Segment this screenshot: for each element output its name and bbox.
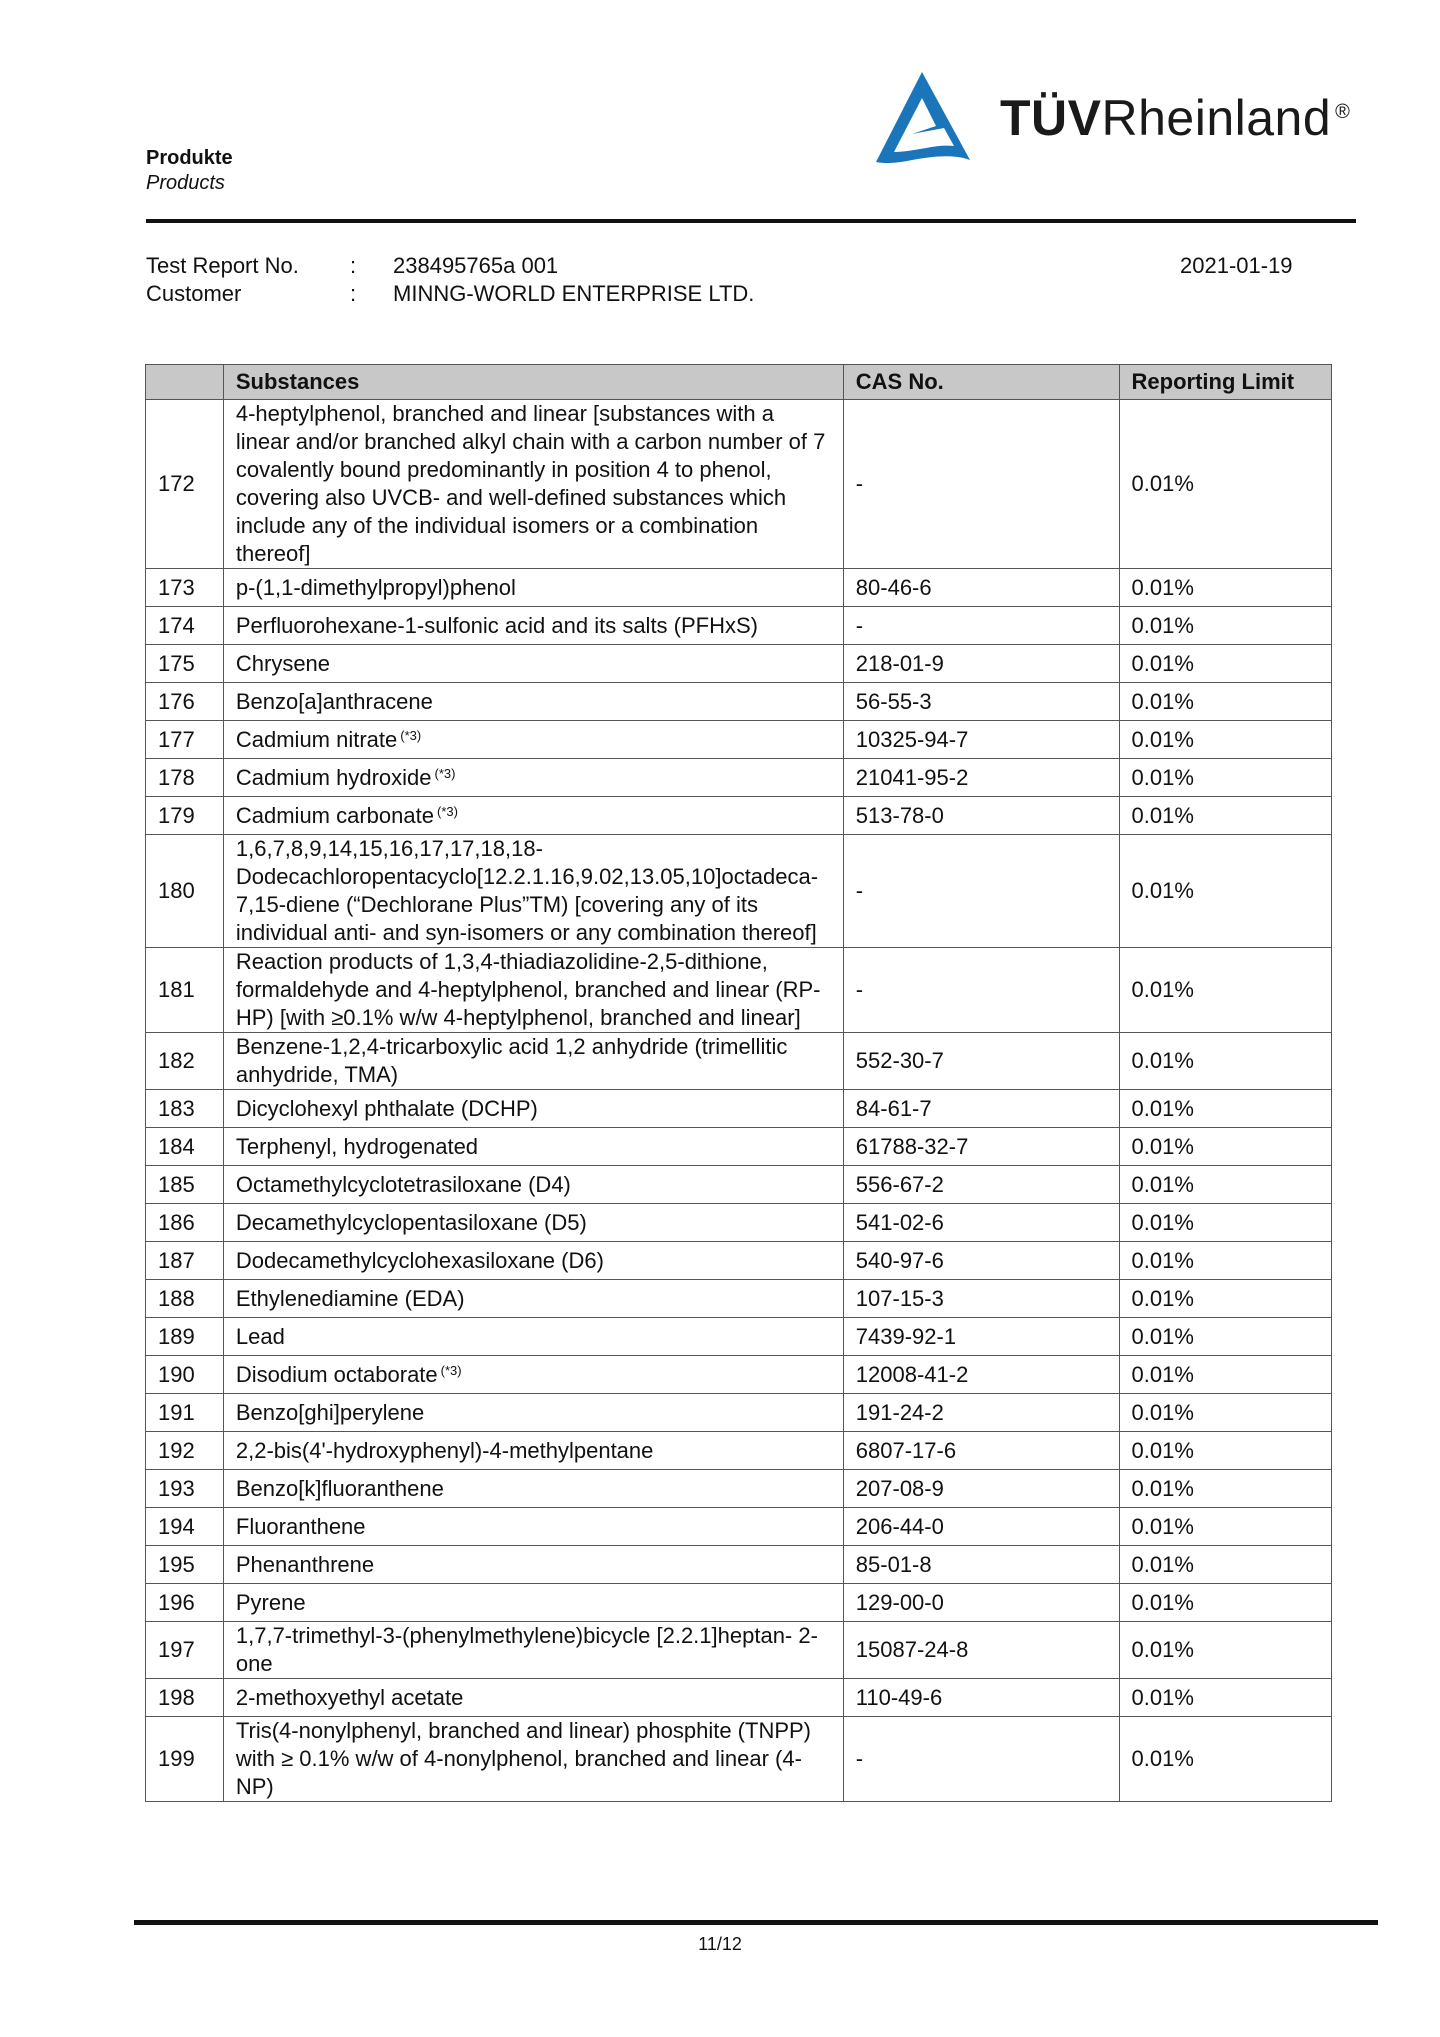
reporting-limit: 0.01% xyxy=(1119,1546,1331,1584)
header-substances: Substances xyxy=(223,365,843,400)
substance-name: Terphenyl, hydrogenated xyxy=(235,1133,479,1159)
table-body xyxy=(146,400,1332,1802)
customer-value: MINNG-WORLD ENTERPRISE LTD. xyxy=(393,281,755,306)
table-header-row xyxy=(146,365,1332,400)
reporting-limit: 0.01% xyxy=(1119,683,1331,721)
header-cas-no: CAS No. xyxy=(843,365,1119,400)
row-number: 195 xyxy=(146,1546,224,1584)
logo-wordmark: TÜVRheinland ® xyxy=(1000,90,1351,146)
reporting-limit: 0.01% xyxy=(1119,1432,1331,1470)
reporting-limit: 0.01% xyxy=(1119,835,1331,948)
reporting-limit: 0.01% xyxy=(1119,1356,1331,1394)
reporting-limit: 0.01% xyxy=(1119,1280,1331,1318)
row-number: 173 xyxy=(146,569,224,607)
reporting-limit: 0.01% xyxy=(1119,1204,1331,1242)
substance-name: Cadmium carbonate xyxy=(235,802,434,828)
row-number: 176 xyxy=(146,683,224,721)
cas-number: 7439-92-1 xyxy=(843,1318,1119,1356)
substance-name: 1,6,7,8,9,14,15,16,17,17,18,18-Dodecachloropentacyclo[12.2.1.16,9.02,13.05,10]octadeca-7,15-diene (“Dechlorane Plus”TM) [covering any of its individual anti- and syn-isomers or any combination thereof] xyxy=(235,836,819,945)
substance-cell xyxy=(223,1546,843,1584)
table-row xyxy=(146,1508,1332,1546)
substance-cell xyxy=(223,400,843,569)
table-row xyxy=(146,1717,1332,1802)
substance-name: Reaction products of 1,3,4-thiadiazolidine-2,5-dithione, formaldehyde and 4-heptylphenol, branched and linear (RP-HP) [with ≥0.1% w/w 4-heptylphenol, branched and linear] xyxy=(235,949,821,1030)
substance-cell xyxy=(223,1090,843,1128)
row-number: 178 xyxy=(146,759,224,797)
substance-name: Lead xyxy=(235,1323,285,1349)
department-german: Produkte xyxy=(146,147,233,169)
tuv-rheinland-logo xyxy=(874,68,1374,168)
substance-cell xyxy=(223,1033,843,1090)
table-row xyxy=(146,1166,1332,1204)
substance-cell xyxy=(223,1356,843,1394)
substance-name: Ethylenediamine (EDA) xyxy=(235,1285,465,1311)
table-row xyxy=(146,569,1332,607)
cas-number: 541-02-6 xyxy=(843,1204,1119,1242)
table-row xyxy=(146,1679,1332,1717)
reporting-limit: 0.01% xyxy=(1119,1622,1331,1679)
reporting-limit: 0.01% xyxy=(1119,607,1331,645)
department-english: Products xyxy=(146,172,225,194)
table-row xyxy=(146,1318,1332,1356)
reporting-limit: 0.01% xyxy=(1119,1318,1331,1356)
reporting-limit: 0.01% xyxy=(1119,721,1331,759)
substance-name: p-(1,1-dimethylpropyl)phenol xyxy=(235,574,516,600)
table-row xyxy=(146,1584,1332,1622)
reporting-limit: 0.01% xyxy=(1119,948,1331,1033)
table-row xyxy=(146,1546,1332,1584)
cas-number: - xyxy=(843,1717,1119,1802)
table-row xyxy=(146,1432,1332,1470)
substance-name: Tris(4-nonylphenyl, branched and linear) phosphite (TNPP) with ≥ 0.1% w/w of 4-nonylphenol, branched and linear (4-NP) xyxy=(235,1718,812,1799)
substance-name: 2,2-bis(4'-hydroxyphenyl)-4-methylpentane xyxy=(235,1437,654,1463)
substance-cell xyxy=(223,759,843,797)
substance-cell xyxy=(223,1622,843,1679)
table-row xyxy=(146,759,1332,797)
substance-name: Benzene-1,2,4-tricarboxylic acid 1,2 anhydride (trimellitic anhydride, TMA) xyxy=(235,1034,788,1087)
substance-cell xyxy=(223,683,843,721)
table-row xyxy=(146,1622,1332,1679)
substance-cell xyxy=(223,1717,843,1802)
substance-cell xyxy=(223,1128,843,1166)
cas-number: 10325-94-7 xyxy=(843,721,1119,759)
substance-name: Cadmium nitrate xyxy=(235,726,398,752)
substance-cell xyxy=(223,1204,843,1242)
table-row xyxy=(146,683,1332,721)
footer-divider xyxy=(134,1920,1378,1925)
row-number: 183 xyxy=(146,1090,224,1128)
substance-name: Benzo[a]anthracene xyxy=(235,688,433,714)
reporting-limit: 0.01% xyxy=(1119,400,1331,569)
footnote-marker: (*3) xyxy=(434,765,456,781)
substance-name: Benzo[k]fluoranthene xyxy=(235,1475,444,1501)
footnote-marker: (*3) xyxy=(436,803,458,819)
table-row xyxy=(146,948,1332,1033)
reporting-limit: 0.01% xyxy=(1119,1717,1331,1802)
table-row xyxy=(146,835,1332,948)
substance-name: Benzo[ghi]perylene xyxy=(235,1399,425,1425)
reporting-limit: 0.01% xyxy=(1119,759,1331,797)
substance-name: Pyrene xyxy=(235,1589,306,1615)
substance-name: Octamethylcyclotetrasiloxane (D4) xyxy=(235,1171,571,1197)
table-row xyxy=(146,400,1332,569)
customer-label: Customer xyxy=(146,281,242,306)
row-number: 184 xyxy=(146,1128,224,1166)
substance-name: Fluoranthene xyxy=(235,1513,366,1539)
row-number: 180 xyxy=(146,835,224,948)
substance-cell xyxy=(223,1394,843,1432)
table-row xyxy=(146,1242,1332,1280)
table-row xyxy=(146,1394,1332,1432)
row-number: 175 xyxy=(146,645,224,683)
table-row xyxy=(146,721,1332,759)
cas-number: 556-67-2 xyxy=(843,1166,1119,1204)
substance-cell xyxy=(223,1166,843,1204)
page-number: 11/12 xyxy=(698,1934,742,1954)
cas-number: 206-44-0 xyxy=(843,1508,1119,1546)
substance-name: Disodium octaborate xyxy=(235,1361,438,1387)
cas-number: - xyxy=(843,835,1119,948)
row-number: 181 xyxy=(146,948,224,1033)
reporting-limit: 0.01% xyxy=(1119,797,1331,835)
report-number-label: Test Report No. xyxy=(146,253,299,278)
substance-name: Dodecamethylcyclohexasiloxane (D6) xyxy=(235,1247,604,1273)
row-number: 192 xyxy=(146,1432,224,1470)
cas-number: 107-15-3 xyxy=(843,1280,1119,1318)
reporting-limit: 0.01% xyxy=(1119,1394,1331,1432)
reporting-limit: 0.01% xyxy=(1119,569,1331,607)
table-row xyxy=(146,607,1332,645)
substance-cell xyxy=(223,1584,843,1622)
table-row xyxy=(146,645,1332,683)
row-number: 196 xyxy=(146,1584,224,1622)
cas-number: - xyxy=(843,948,1119,1033)
table-row xyxy=(146,1470,1332,1508)
substance-cell xyxy=(223,569,843,607)
substance-name: Decamethylcyclopentasiloxane (D5) xyxy=(235,1209,587,1235)
table-row xyxy=(146,1356,1332,1394)
row-number: 191 xyxy=(146,1394,224,1432)
report-number-value: 238495765a 001 xyxy=(393,253,559,278)
reporting-limit: 0.01% xyxy=(1119,1128,1331,1166)
reporting-limit: 0.01% xyxy=(1119,645,1331,683)
footnote-marker: (*3) xyxy=(400,727,422,743)
table-row xyxy=(146,1280,1332,1318)
row-number: 185 xyxy=(146,1166,224,1204)
cas-number: 80-46-6 xyxy=(843,569,1119,607)
cas-number: 552-30-7 xyxy=(843,1033,1119,1090)
cas-number: 84-61-7 xyxy=(843,1090,1119,1128)
cas-number: 56-55-3 xyxy=(843,683,1119,721)
substance-name: 4-heptylphenol, branched and linear [substances with a linear and/or branched alkyl chain with a carbon number of 7 covalently bound predominantly in position 4 to phenol, covering also UVCB- and well-defined substances which include any of the individual isomers or a combination thereof] xyxy=(235,401,826,566)
substances-table xyxy=(145,364,1332,1802)
substance-cell xyxy=(223,1318,843,1356)
table-row xyxy=(146,1128,1332,1166)
cas-number: 6807-17-6 xyxy=(843,1432,1119,1470)
substance-cell xyxy=(223,1242,843,1280)
cas-number: - xyxy=(843,400,1119,569)
cas-number: 12008-41-2 xyxy=(843,1356,1119,1394)
row-number: 198 xyxy=(146,1679,224,1717)
reporting-limit: 0.01% xyxy=(1119,1090,1331,1128)
substance-cell xyxy=(223,645,843,683)
header-divider xyxy=(146,219,1356,223)
footnote-marker: (*3) xyxy=(440,1362,462,1378)
substance-name: Phenanthrene xyxy=(235,1551,375,1577)
row-number: 187 xyxy=(146,1242,224,1280)
substance-name: Dicyclohexyl phthalate (DCHP) xyxy=(235,1095,538,1121)
substance-cell xyxy=(223,1679,843,1717)
substance-name: Perfluorohexane-1-sulfonic acid and its salts (PFHxS) xyxy=(235,612,758,638)
cas-number: 110-49-6 xyxy=(843,1679,1119,1717)
substance-name: 1,7,7-trimethyl-3-(phenylmethylene)bicycle [2.2.1]heptan- 2-one xyxy=(235,1623,818,1676)
cas-number: 21041-95-2 xyxy=(843,759,1119,797)
substance-cell xyxy=(223,1508,843,1546)
cas-number: 207-08-9 xyxy=(843,1470,1119,1508)
table-row xyxy=(146,1204,1332,1242)
cas-number: 61788-32-7 xyxy=(843,1128,1119,1166)
reporting-limit: 0.01% xyxy=(1119,1242,1331,1280)
reporting-limit: 0.01% xyxy=(1119,1166,1331,1204)
cas-number: 540-97-6 xyxy=(843,1242,1119,1280)
substance-cell xyxy=(223,1470,843,1508)
cas-number: 513-78-0 xyxy=(843,797,1119,835)
report-date: 2021-01-19 xyxy=(1180,253,1293,278)
header-number xyxy=(146,365,224,400)
row-number: 194 xyxy=(146,1508,224,1546)
substance-cell xyxy=(223,835,843,948)
report-number-colon: : xyxy=(350,253,357,278)
tuv-triangle-logo-icon xyxy=(874,68,974,168)
row-number: 197 xyxy=(146,1622,224,1679)
cas-number: 15087-24-8 xyxy=(843,1622,1119,1679)
reporting-limit: 0.01% xyxy=(1119,1508,1331,1546)
row-number: 174 xyxy=(146,607,224,645)
substance-name: Chrysene xyxy=(235,650,331,676)
table-row xyxy=(146,1090,1332,1128)
reporting-limit: 0.01% xyxy=(1119,1679,1331,1717)
row-number: 188 xyxy=(146,1280,224,1318)
substance-cell xyxy=(223,607,843,645)
header-reporting-limit: Reporting Limit xyxy=(1119,365,1331,400)
row-number: 193 xyxy=(146,1470,224,1508)
row-number: 182 xyxy=(146,1033,224,1090)
substance-name: 2-methoxyethyl acetate xyxy=(235,1684,464,1710)
cas-number: - xyxy=(843,607,1119,645)
substance-name: Cadmium hydroxide xyxy=(235,764,432,790)
substance-cell xyxy=(223,1432,843,1470)
substance-cell xyxy=(223,1280,843,1318)
row-number: 186 xyxy=(146,1204,224,1242)
row-number: 189 xyxy=(146,1318,224,1356)
row-number: 172 xyxy=(146,400,224,569)
cas-number: 218-01-9 xyxy=(843,645,1119,683)
substance-cell xyxy=(223,797,843,835)
row-number: 179 xyxy=(146,797,224,835)
cas-number: 85-01-8 xyxy=(843,1546,1119,1584)
reporting-limit: 0.01% xyxy=(1119,1470,1331,1508)
row-number: 199 xyxy=(146,1717,224,1802)
row-number: 190 xyxy=(146,1356,224,1394)
row-number: 177 xyxy=(146,721,224,759)
reporting-limit: 0.01% xyxy=(1119,1033,1331,1090)
reporting-limit: 0.01% xyxy=(1119,1584,1331,1622)
cas-number: 191-24-2 xyxy=(843,1394,1119,1432)
table-row xyxy=(146,1033,1332,1090)
table-row xyxy=(146,797,1332,835)
customer-colon: : xyxy=(350,281,357,306)
cas-number: 129-00-0 xyxy=(843,1584,1119,1622)
substance-cell xyxy=(223,948,843,1033)
substance-cell xyxy=(223,721,843,759)
